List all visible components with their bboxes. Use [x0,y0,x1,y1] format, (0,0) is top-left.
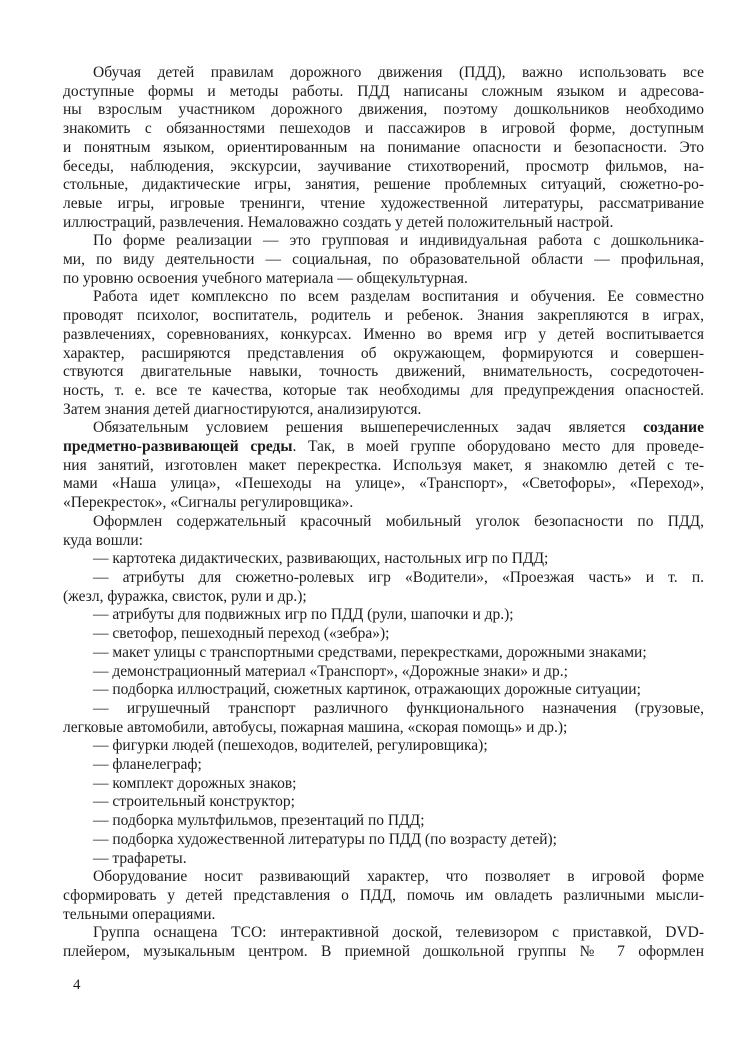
text-line: мами «Наша улица», «Пешеходы на улице», «Транспорт», «Светофоры», «Переход», [63,475,704,493]
text-line: — демонстрационный материал «Транспорт», «Дорожные знаки» и др.; [93,662,568,680]
text-line: — строительный конструктор; [93,793,295,811]
text-line: — фигурки людей (пешеходов, водителей, регулировщика); [93,737,488,755]
text-line: иллюстраций, развлечения. Немаловажно создать у детей положительный настрой. [63,213,614,231]
paragraph [63,64,704,232]
text-line: «Перекресток», «Сигналы регулировщика». [63,494,354,512]
paragraph [63,606,704,625]
paragraph [63,812,704,831]
text-line: Группа оснащена ТСО: интерактивной доской, телевизором с приставкой, DVD- [93,924,704,942]
paragraph [63,700,704,737]
paragraph [63,419,704,513]
paragraph [63,681,704,700]
text-line: — подборка иллюстраций, сюжетных картинок, отражающих дорожные ситуации; [93,681,641,699]
text-line: ствуются двигательные навыки, точность движений, внимательность, сосредоточен- [63,363,704,381]
paragraph [63,550,704,569]
text-line: Затем знания детей диагностируются, анализируются. [63,400,422,418]
paragraph [63,288,704,419]
text-line: (жезл, фуражка, свисток, рули и др.); [63,587,307,605]
paragraph [63,737,704,756]
text-line: — комплект дорожных знаков; [93,774,297,792]
text-line: левые игры, игровые тренинги, чтение художественной литературы, рассматривание [63,194,704,212]
text-line: Обязательным условием решения вышеперечисленных задач является создание [93,419,704,437]
text-line: — атрибуты для подвижных игр по ПДД (рули, шапочки и др.); [93,606,514,624]
text-line: куда вошли: [63,531,143,549]
paragraph [63,569,704,606]
text-line: легковые автомобили, автобусы, пожарная машина, «скорая помощь» и др.); [63,718,568,736]
paragraph [63,232,704,288]
text-line: проводят психолог, воспитатель, родитель и ребенок. Знания закрепляются в играх, [63,307,704,325]
paragraph [63,924,704,961]
text-line: Оборудование носит развивающий характер, что позволяет в игровой форме [93,868,704,886]
text-line: знакомить с обязанностями пешеходов и пассажиров в игровой форме, доступным [63,120,704,138]
text-line: По форме реализации — это групповая и индивидуальная работа с дошкольника- [93,232,704,250]
paragraph [63,831,704,850]
document-body [63,64,704,962]
text-line: беседы, наблюдения, экскурсии, заучивание стихотворений, просмотр фильмов, на- [63,157,704,175]
paragraph [63,775,704,794]
text-line: Обучая детей правилам дорожного движения (ПДД), важно использовать все [93,64,704,81]
text-line: ния занятий, изготовлен макет перекрестка. Используя макет, я знакомлю детей с те- [63,456,704,474]
page-number: 4 [73,977,81,993]
text-line: — картотека дидактических, развивающих, настольных игр по ПДД; [93,550,549,568]
paragraph [63,756,704,775]
paragraph [63,850,704,869]
text-line: — игрушечный транспорт различного функционального назначения (грузовые, [93,699,704,717]
paragraph [63,793,704,812]
paragraph [63,663,704,682]
text-line: — атрибуты для сюжетно-ролевых игр «Водители», «Проезжая часть» и т. п. [93,568,704,586]
text-line: — макет улицы с транспортными средствами, перекрестками, дорожными знаками; [93,643,647,661]
text-line: ны взрослым участником дорожного движения, поэтому дошкольников необходимо [63,101,704,119]
text-line: — фланелеграф; [93,756,202,774]
text-line: ность, т. е. все те качества, которые так необходимы для предупреждения опасностей. [63,381,704,399]
text-line: доступные формы и методы работы. ПДД написаны сложным языком и адресова- [63,82,704,100]
text-line: Оформлен содержательный красочный мобильный уголок безопасности по ПДД, [93,512,704,530]
text-line: ми, по виду деятельности — социальная, по образовательной области — профильная, [63,251,704,269]
text-line: по уровню освоения учебного материала — общекультурная. [63,269,468,287]
text-line: стольные, дидактические игры, занятия, решение проблемных ситуаций, сюжетно-ро- [63,176,704,194]
paragraph [63,644,704,663]
text-line: — трафареты. [93,849,187,867]
paragraph [63,868,704,924]
text-line: сформировать у детей представления о ПДД, помочь им овладеть различными мысли- [63,886,704,904]
text-line: — светофор, пешеходный переход («зебра»); [93,625,390,643]
text-line: и понятным языком, ориентированным на понимание опасности и безопасности. Это [63,138,704,156]
text-line: — подборка художественной литературы по ПДД (по возрасту детей); [93,830,557,848]
paragraph [63,625,704,644]
text-line: предметно-развивающей среды. Так, в моей группе оборудовано место для проведе- [63,438,704,456]
text-line: развлечениях, соревнованиях, конкурсах. Именно во время игр у детей воспитывается [63,325,704,343]
text-line: — подборка мультфильмов, презентаций по ПДД; [93,812,425,830]
paragraph [63,513,704,550]
text-line: Работа идет комплексно по всем разделам воспитания и обучения. Ее совместно [93,288,704,306]
text-line: тельными операциями. [63,905,216,923]
text-line: характер, расширяются представления об окружающем, формируются и совершен- [63,344,704,362]
text-line: плейером, музыкальным центром. В приемной дошкольной группы № 7 оформлен [63,943,704,961]
